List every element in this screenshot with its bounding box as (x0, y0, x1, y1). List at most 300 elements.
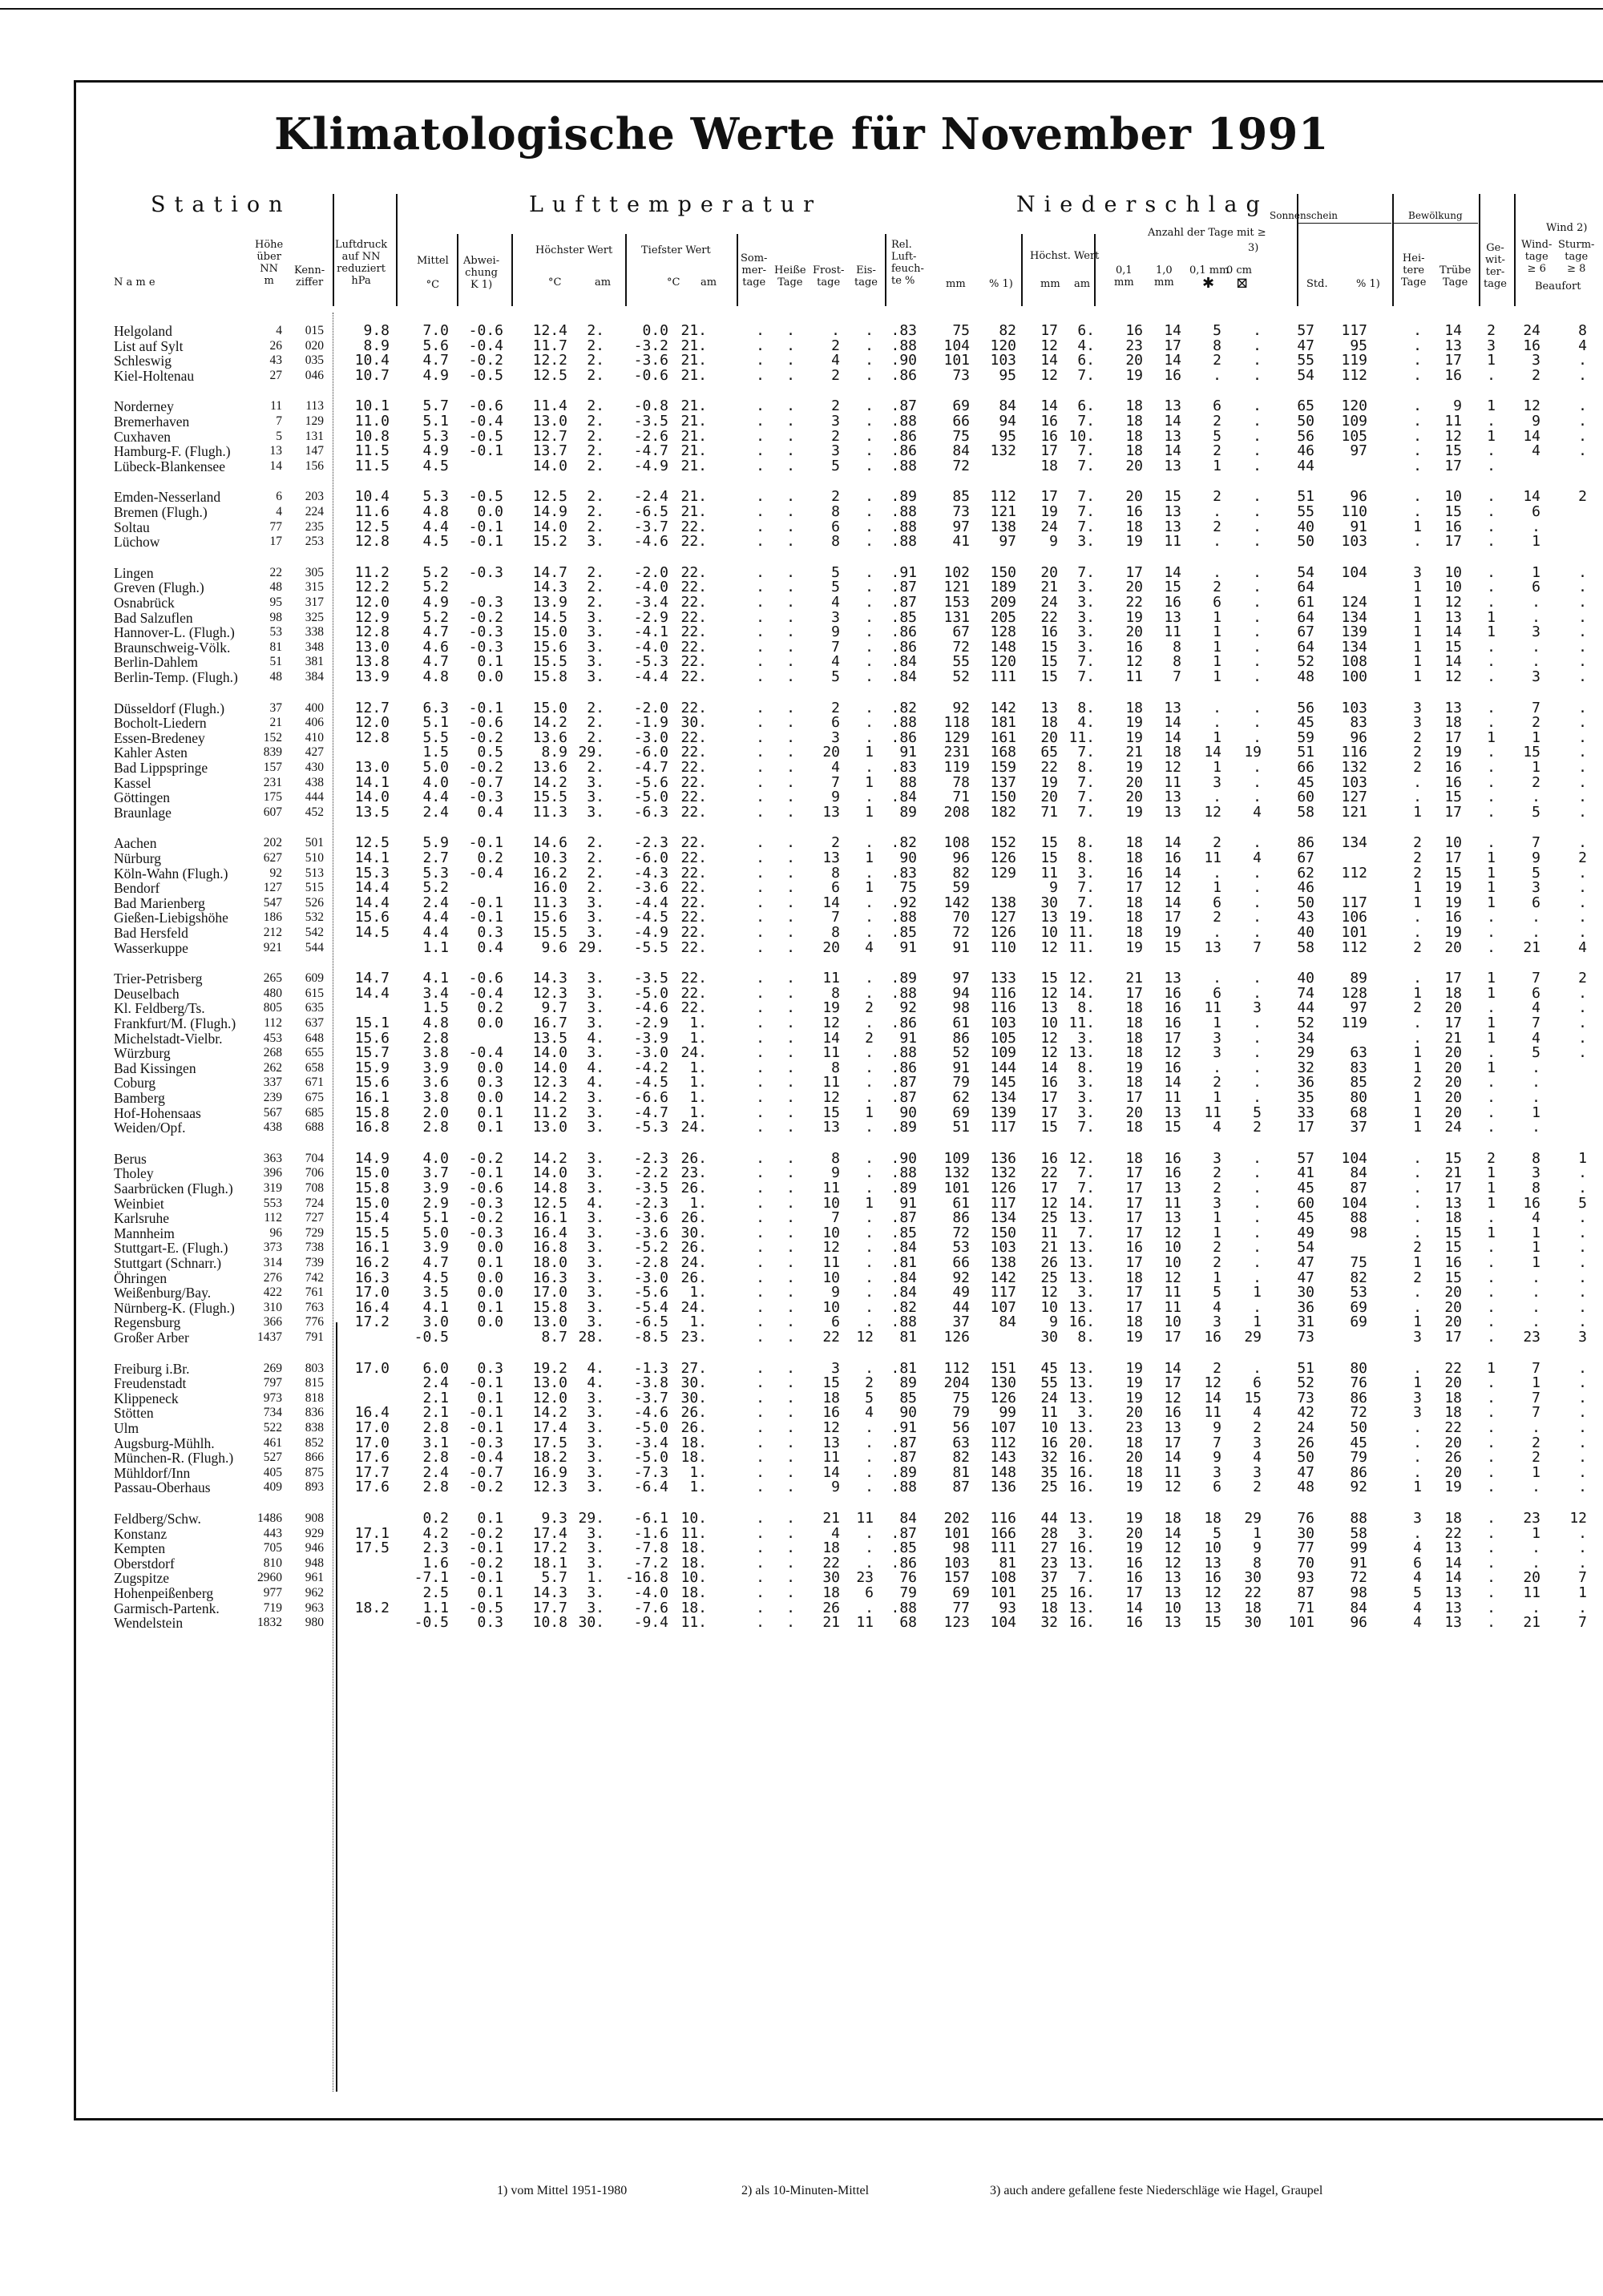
table-cell: 14.1 (354, 773, 390, 791)
table-cell: 17 (1444, 533, 1462, 551)
table-cell: 4 (276, 505, 282, 519)
table-cell: . (1413, 503, 1422, 520)
table-cell: . (756, 1194, 765, 1212)
table-cell: 438 (263, 1120, 282, 1135)
table-cell: 35 (1297, 1089, 1314, 1106)
table-cell: 7 (1532, 1404, 1540, 1422)
table-cell: 4 (276, 324, 282, 337)
table-cell: . (756, 1419, 765, 1436)
table-cell: 49 (952, 1284, 970, 1301)
table-cell: 10.8 (354, 427, 390, 445)
table-cell: 3.9 (422, 1180, 449, 1196)
table-cell: 18 (1444, 1209, 1462, 1227)
table-cell: . (1487, 1584, 1496, 1601)
table-cell: 1 (1413, 594, 1422, 611)
table-cell: 17 (1125, 1284, 1143, 1301)
table-cell: 3 (1253, 1434, 1262, 1451)
table-cell: . (1578, 1389, 1587, 1406)
table-cell: 17.4 (532, 1524, 567, 1542)
table-cell: 13 (1444, 1584, 1462, 1601)
table-cell: . (865, 488, 874, 506)
table-cell: . (1487, 759, 1496, 776)
table-cell: 92 (952, 1269, 970, 1286)
table-cell: . (756, 1269, 765, 1286)
table-cell: . (756, 834, 765, 852)
table-cell: 54 (1297, 1239, 1314, 1257)
table-cell: 0.4 (477, 938, 503, 956)
table-cell: 107 (990, 1298, 1016, 1316)
table-cell: 3. (587, 970, 604, 987)
table-cell: 0.1 (477, 1584, 503, 1601)
table-cell: 45 (1297, 1180, 1314, 1196)
table-cell: 14 (1204, 1389, 1221, 1406)
table-cell: 82 (999, 322, 1016, 339)
table-cell: 17 (1444, 849, 1462, 866)
table-cell: 107 (990, 1419, 1016, 1436)
table-cell: 19 (1125, 938, 1143, 956)
table-cell: 87 (952, 1479, 970, 1496)
table-cell: . (1532, 1554, 1540, 1572)
table-cell: . (1253, 533, 1262, 551)
table-cell: 6. (1077, 352, 1095, 369)
table-cell: 22. (680, 653, 707, 671)
header-rel-feuchte: Rel. Luft- feuch- te % (891, 239, 924, 287)
table-cell: 9 (1049, 879, 1058, 897)
table-cell: . (831, 322, 840, 339)
table-cell: . (786, 728, 795, 746)
table-cell: 66 (952, 1254, 970, 1271)
table-cell: 166 (990, 1524, 1016, 1542)
table-cell: 16 (1125, 1239, 1143, 1257)
table-cell: . (786, 1539, 795, 1557)
table-cell: . (1253, 1089, 1262, 1106)
station-name: Bremerhaven (114, 414, 190, 430)
table-cell: 1. (689, 1074, 707, 1092)
table-cell: 103 (990, 352, 1016, 369)
table-cell: . (786, 427, 795, 445)
table-cell: 2 (1213, 352, 1221, 369)
table-cell: -0.2 (468, 352, 503, 369)
table-cell: 6 (1213, 894, 1221, 911)
table-cell: 2 (1532, 366, 1540, 384)
table-cell: 134 (1341, 608, 1367, 626)
table-cell: 2 (1578, 488, 1587, 506)
table-cell: 113 (305, 399, 324, 414)
table-cell: 4 (1413, 1599, 1422, 1616)
table-cell: 14 (1164, 1359, 1181, 1377)
table-cell: 81 (952, 1463, 970, 1481)
table-cell: 22. (680, 563, 707, 581)
table-cell: .84 (890, 1269, 917, 1286)
table-cell: .88 (890, 533, 917, 551)
table-cell: -0.1 (468, 1374, 503, 1392)
table-cell: 18 (1125, 699, 1143, 716)
table-cell: 103 (990, 1015, 1016, 1031)
table-cell: 12.3 (532, 1074, 567, 1092)
header-abweichung: Abwei- chung K 1) (463, 255, 500, 291)
table-cell: 24 (1040, 1389, 1058, 1406)
table-cell: . (756, 789, 765, 806)
table-cell: .87 (890, 1074, 917, 1092)
table-cell: -0.1 (468, 533, 503, 551)
table-cell: . (756, 442, 765, 460)
table-cell: 11. (1068, 924, 1095, 941)
table-cell: 1 (865, 1104, 874, 1121)
table-cell: 30. (578, 1614, 604, 1632)
table-cell: 20 (1125, 1404, 1143, 1422)
table-cell: . (1213, 789, 1221, 806)
table-cell: . (1578, 1180, 1587, 1196)
table-cell: 30. (680, 1224, 707, 1241)
table-cell: 929 (305, 1526, 324, 1540)
station-name: München-R. (Flugh.) (114, 1450, 234, 1467)
table-cell: 893 (305, 1480, 324, 1495)
table-cell: 90 (899, 1104, 917, 1121)
table-cell: 147 (305, 444, 324, 458)
table-cell: -3.4 (633, 1434, 668, 1451)
table-cell: 18 (1204, 1510, 1221, 1527)
table-cell: 13 (1444, 1194, 1462, 1212)
table-cell: 101 (943, 1180, 970, 1196)
table-cell: 10.4 (354, 488, 390, 506)
table-cell: -4.7 (633, 1104, 668, 1121)
table-cell: 3. (587, 608, 604, 626)
table-cell: .83 (890, 322, 917, 339)
table-cell: 42 (1297, 1404, 1314, 1422)
table-cell: 14 (1444, 623, 1462, 641)
table-cell: . (1578, 1434, 1587, 1451)
table-cell: . (1578, 623, 1587, 641)
table-cell: 97 (1350, 999, 1367, 1017)
table-cell: 15.2 (532, 533, 567, 551)
table-cell: 17.0 (354, 1359, 390, 1377)
table-cell: 11 (1523, 1584, 1540, 1601)
table-cell: -0.1 (468, 1164, 503, 1182)
table-cell: .81 (890, 1254, 917, 1271)
table-cell: 13. (1068, 1419, 1095, 1436)
table-cell: 205 (990, 608, 1016, 626)
table-cell: 5.1 (422, 714, 449, 732)
table-cell: . (1253, 653, 1262, 671)
table-cell: . (1578, 879, 1587, 897)
station-name: Kassel (114, 774, 151, 791)
table-cell: 134 (1341, 638, 1367, 656)
table-cell: -1.9 (633, 714, 668, 732)
table-cell: 0.0 (477, 668, 503, 685)
table-cell: . (865, 1479, 874, 1496)
table-cell: 72 (952, 638, 970, 656)
table-cell: 262 (263, 1060, 282, 1075)
table-cell: 9 (831, 1479, 840, 1496)
table-cell: . (1578, 668, 1587, 685)
table-cell: 112 (943, 1359, 970, 1377)
table-cell: 3 (1413, 699, 1422, 716)
table-cell: 17 (1125, 563, 1143, 581)
table-cell: 18 (1244, 1599, 1262, 1616)
table-cell: . (786, 1329, 795, 1346)
table-cell: . (756, 970, 765, 987)
table-cell: 37 (952, 1313, 970, 1331)
table-cell: . (1253, 1059, 1262, 1076)
table-cell: . (786, 413, 795, 430)
table-cell: 19 (1125, 1374, 1143, 1392)
table-cell: . (756, 909, 765, 926)
table-cell: 16. (1068, 1463, 1095, 1481)
table-cell: 3.8 (422, 1044, 449, 1062)
table-cell: 134 (990, 1089, 1016, 1106)
table-cell: . (756, 1089, 765, 1106)
table-cell: 19 (1444, 1479, 1462, 1496)
table-cell: 1 (1213, 1269, 1221, 1286)
table-cell: 148 (990, 1463, 1016, 1481)
table-cell: 1 (1487, 608, 1496, 626)
table-cell: 325 (305, 610, 324, 624)
table-cell: 3. (587, 1015, 604, 1031)
table-cell: 1 (1413, 894, 1422, 911)
table-cell: 18 (1125, 1029, 1143, 1047)
table-cell: 527 (263, 1451, 282, 1465)
table-cell: -0.1 (468, 518, 503, 535)
table-cell: 16 (1040, 1434, 1058, 1451)
station-name: Bad Marienberg (114, 894, 205, 911)
table-cell: 11.6 (354, 503, 390, 520)
table-cell: 17 (1125, 984, 1143, 1002)
table-cell: 12 (1569, 1510, 1587, 1527)
table-cell: . (756, 894, 765, 911)
table-cell: 1 (1487, 1224, 1496, 1241)
table-cell: 544 (305, 940, 324, 954)
table-cell: 3 (1213, 773, 1221, 791)
table-cell: 2.4 (422, 1463, 449, 1481)
table-cell: 16.0 (532, 879, 567, 897)
table-cell: 13 (1040, 999, 1058, 1017)
table-cell: 16 (1164, 984, 1181, 1002)
table-cell: . (865, 533, 874, 551)
table-cell: -0.3 (468, 789, 503, 806)
table-cell: . (1413, 488, 1422, 506)
table-cell: 3. (587, 803, 604, 821)
table-cell: . (786, 1389, 795, 1406)
table-cell: . (1532, 909, 1540, 926)
table-cell: 22. (680, 834, 707, 852)
table-cell: . (786, 337, 795, 354)
table-cell: -0.2 (468, 728, 503, 746)
table-cell: 7. (1077, 413, 1095, 430)
table-cell: 79 (952, 1404, 970, 1422)
table-cell: 21 (1444, 1164, 1462, 1182)
table-cell: 53 (269, 625, 282, 640)
table-cell: . (865, 1254, 874, 1271)
table-cell: 108 (1341, 653, 1367, 671)
table-cell: . (865, 579, 874, 596)
table-cell: 85 (899, 1389, 917, 1406)
table-cell: 17.2 (354, 1313, 390, 1331)
table-cell: 7. (1077, 1569, 1095, 1587)
table-cell: 18 (1164, 1510, 1181, 1527)
table-cell: 15 (1040, 849, 1058, 866)
table-cell: 12.2 (354, 579, 390, 596)
header-anzahl-tage: Anzahl der Tage mit ≥ (1148, 227, 1266, 239)
table-cell: .86 (890, 728, 917, 746)
table-cell: 501 (305, 836, 324, 850)
table-cell: . (1487, 488, 1496, 506)
table-cell: 2 (1578, 970, 1587, 987)
table-cell: 15 (1040, 653, 1058, 671)
table-cell: 9 (1049, 533, 1058, 551)
table-cell: 59 (952, 879, 970, 897)
table-cell: 1.1 (422, 938, 449, 956)
table-cell: 19 (1125, 1059, 1143, 1076)
table-cell: 18 (1040, 1599, 1058, 1616)
table-cell: 30 (1297, 1524, 1314, 1542)
station-name: Braunlage (114, 804, 172, 821)
table-cell: 11 (1164, 623, 1181, 641)
table-cell: 10. (1068, 427, 1095, 445)
table-cell: 101 (943, 352, 970, 369)
table-cell: 148 (990, 638, 1016, 656)
table-cell: 20 (822, 938, 840, 956)
table-cell: . (1253, 1359, 1262, 1377)
table-cell: . (786, 909, 795, 926)
table-cell: . (1253, 397, 1262, 415)
table-cell: . (1487, 924, 1496, 941)
table-cell: 977 (263, 1586, 282, 1600)
table-cell: 17 (1040, 1104, 1058, 1121)
table-cell: 11 (822, 1180, 840, 1196)
table-cell: -5.4 (633, 1298, 668, 1316)
table-cell: 24. (680, 1119, 707, 1136)
table-cell: . (1413, 1463, 1422, 1481)
table-cell: 22. (680, 970, 707, 987)
table-cell: 12.9 (354, 608, 390, 626)
table-cell: . (1253, 970, 1262, 987)
table-cell: 0.2 (477, 849, 503, 866)
table-cell: 7 (1578, 1569, 1587, 1587)
table-cell: 11.2 (532, 1104, 567, 1121)
table-cell: 108 (990, 1569, 1016, 1587)
table-cell: . (1253, 789, 1262, 806)
table-cell: 15.8 (532, 1298, 567, 1316)
table-cell: 3. (587, 1434, 604, 1451)
table-cell: 8. (1077, 834, 1095, 852)
table-cell: 4.5 (422, 457, 449, 474)
table-cell: . (1578, 1209, 1587, 1227)
table-cell: 5 (1213, 1284, 1221, 1301)
table-cell: 7 (831, 1209, 840, 1227)
table-cell: . (865, 1044, 874, 1062)
table-cell: 3. (587, 1254, 604, 1271)
table-cell: . (865, 984, 874, 1002)
table-cell: 104 (1341, 1194, 1367, 1212)
table-cell: 55 (1297, 352, 1314, 369)
table-cell: 18 (1164, 744, 1181, 761)
table-cell: . (1578, 1254, 1587, 1271)
table-cell: 14.9 (354, 1149, 390, 1167)
table-cell: . (1253, 879, 1262, 897)
table-cell: . (1413, 427, 1422, 445)
table-cell: 15 (1040, 668, 1058, 685)
table-cell: 48 (269, 670, 282, 684)
table-cell: 48 (269, 580, 282, 595)
table-cell: 852 (305, 1435, 324, 1450)
table-cell: 23. (680, 1329, 707, 1346)
table-cell: 15 (1040, 1119, 1058, 1136)
table-cell: 13 (1204, 1554, 1221, 1572)
table-cell: . (756, 728, 765, 746)
table-cell: 0.2 (477, 999, 503, 1017)
table-cell: . (1578, 1239, 1587, 1257)
table-cell: 4.7 (422, 653, 449, 671)
table-cell: 16.4 (354, 1298, 390, 1316)
table-cell: 14.4 (354, 894, 390, 911)
table-cell: 22. (680, 894, 707, 911)
table-cell: -4.1 (633, 623, 668, 641)
table-cell: 17.5 (354, 1539, 390, 1557)
table-cell: 2. (587, 518, 604, 535)
table-cell: .86 (890, 623, 917, 641)
table-cell: 738 (305, 1241, 324, 1255)
table-cell: -3.5 (633, 413, 668, 430)
table-cell: 9 (831, 623, 840, 641)
table-cell: -5.0 (633, 984, 668, 1002)
table-cell: . (865, 337, 874, 354)
table-cell: 18 (1125, 1463, 1143, 1481)
table-cell: 43 (269, 353, 282, 368)
table-cell: 553 (263, 1196, 282, 1210)
table-cell: 6 (1532, 579, 1540, 596)
table-cell: -4.4 (633, 894, 668, 911)
table-cell: 5.3 (422, 488, 449, 506)
table-cell: . (1213, 864, 1221, 882)
table-cell: 12.0 (354, 714, 390, 732)
station-name: Trier-Petrisberg (114, 970, 203, 987)
table-cell: 151 (990, 1359, 1016, 1377)
table-cell: . (786, 773, 795, 791)
table-cell: 15.3 (354, 864, 390, 882)
table-cell: 1 (1253, 1524, 1262, 1542)
table-cell: . (865, 1313, 874, 1331)
table-cell: 12 (1444, 594, 1462, 611)
table-cell: 3 (1213, 1194, 1221, 1212)
table-cell: 5 (1532, 864, 1540, 882)
table-cell: 706 (305, 1166, 324, 1180)
table-cell: 627 (263, 851, 282, 865)
table-cell: 22. (680, 638, 707, 656)
table-cell: 3.8 (422, 1089, 449, 1106)
table-cell: .88 (890, 909, 917, 926)
table-cell: 23 (1125, 1419, 1143, 1436)
table-cell: 1.5 (422, 744, 449, 761)
station-name: Kempten (114, 1540, 166, 1557)
table-cell: . (756, 1449, 765, 1467)
table-cell: 0.0 (477, 1089, 503, 1106)
table-cell: 60 (1297, 789, 1314, 806)
table-cell: 1 (1487, 1164, 1496, 1182)
table-cell: . (756, 608, 765, 626)
table-cell: 26. (680, 1419, 707, 1436)
table-cell: .84 (890, 1239, 917, 1257)
table-cell: . (786, 1074, 795, 1092)
table-cell: 19 (1444, 924, 1462, 941)
table-cell: . (1532, 924, 1540, 941)
table-cell: 94 (952, 984, 970, 1002)
table-cell: . (865, 864, 874, 882)
station-name: Bad Salzuflen (114, 609, 193, 626)
table-cell: . (786, 1149, 795, 1167)
header-truebe-tage: Trübe Tage (1439, 264, 1472, 289)
table-cell: . (865, 1359, 874, 1377)
table-cell: 18 (1125, 909, 1143, 926)
